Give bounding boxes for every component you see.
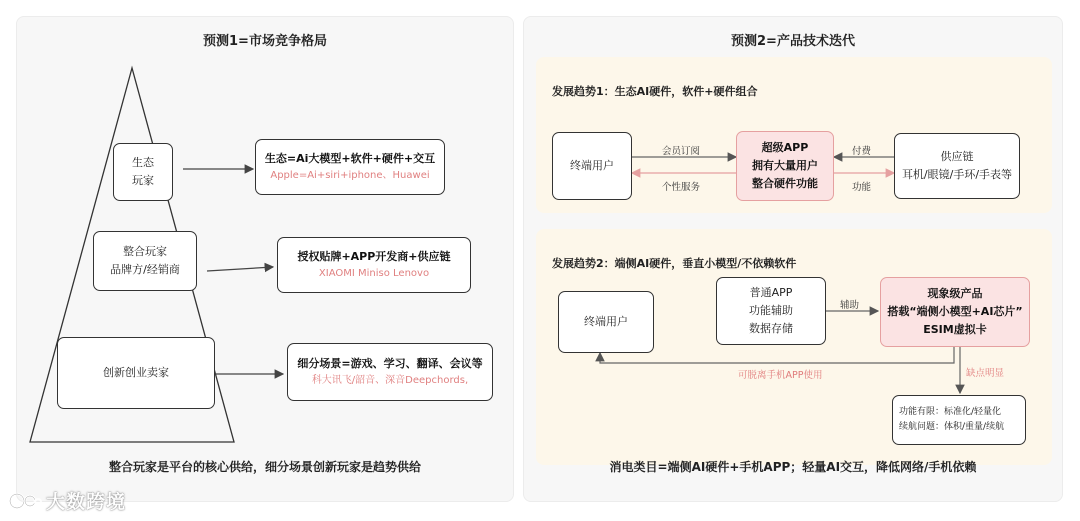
label-personal-service: 个性服务	[662, 182, 701, 193]
trend2-section	[536, 229, 1052, 465]
left-footer-conclusion: 整合玩家是平台的核心供给，细分场景创新玩家是趋势供给	[108, 460, 421, 474]
label-payment: 付费	[852, 146, 872, 157]
right-footer-conclusion: 消电类目=端侧AI硬件+手机APP；轻量AI交互，降低网络/手机依赖	[609, 460, 977, 474]
detail-innovator-box: 细分场景=游戏、学习、翻译、会议等 科大讯飞/韶音、深音Deepchords,	[287, 343, 493, 401]
trend2-phenomenal-product-box: 现象级产品 搭载“端侧小模型+AI芯片” ESIM虚拟卡	[880, 277, 1030, 347]
trend1-end-user-box: 终端用户	[552, 132, 632, 200]
trend1-section	[536, 57, 1052, 213]
trend2-normal-app-box: 普通APP 功能辅助 数据存储	[716, 277, 826, 345]
trend2-limitations-box: 功能有限：标准化/轻量化 续航问题：体积/重量/续航	[892, 395, 1026, 445]
watermark-text: 大数跨境	[46, 491, 127, 513]
trend2-title: 发展趋势2：端侧AI硬件，垂直小模型/不依赖软件	[552, 257, 797, 270]
tier-innovator-box: 创新创业卖家	[57, 337, 215, 409]
label-function: 功能	[852, 182, 872, 193]
market-competition-panel	[16, 16, 514, 502]
detail-ecosystem-box: 生态=Ai大模型+软件+硬件+交互 Apple=Ai+siri+iphone、Huawei	[255, 139, 445, 195]
product-iteration-panel	[523, 16, 1063, 502]
trend1-super-app-box: 超级APP 拥有大量用户 整合硬件功能	[736, 131, 834, 201]
trend2-end-user-box: 终端用户	[558, 291, 654, 353]
tier-ecosystem-box: 生态 玩家	[113, 143, 173, 201]
label-offline-use: 可脱离手机APP使用	[738, 370, 823, 381]
detail-integrator-box: 授权贴牌+APP开发商+供应链 XIAOMI Miniso Lenovo	[277, 237, 471, 293]
tier-integrator-box: 整合玩家 品牌方/经销商	[93, 231, 197, 291]
left-panel-title: 预测1=市场竞争格局	[203, 34, 327, 49]
trend1-supply-chain-box: 供应链 耳机/眼镜/手环/手表等	[894, 133, 1020, 199]
label-weakness: 缺点明显	[966, 368, 1005, 379]
trend1-title: 发展趋势1：生态AI硬件，软件+硬件组合	[552, 85, 758, 98]
watermark-logo-icon	[8, 491, 42, 511]
label-assist: 辅助	[840, 300, 860, 311]
label-member-subscription: 会员订阅	[662, 146, 701, 157]
watermark-logo	[8, 487, 126, 514]
arrow-tier2	[207, 267, 273, 271]
right-panel-title: 预测2=产品技术迭代	[731, 34, 855, 49]
